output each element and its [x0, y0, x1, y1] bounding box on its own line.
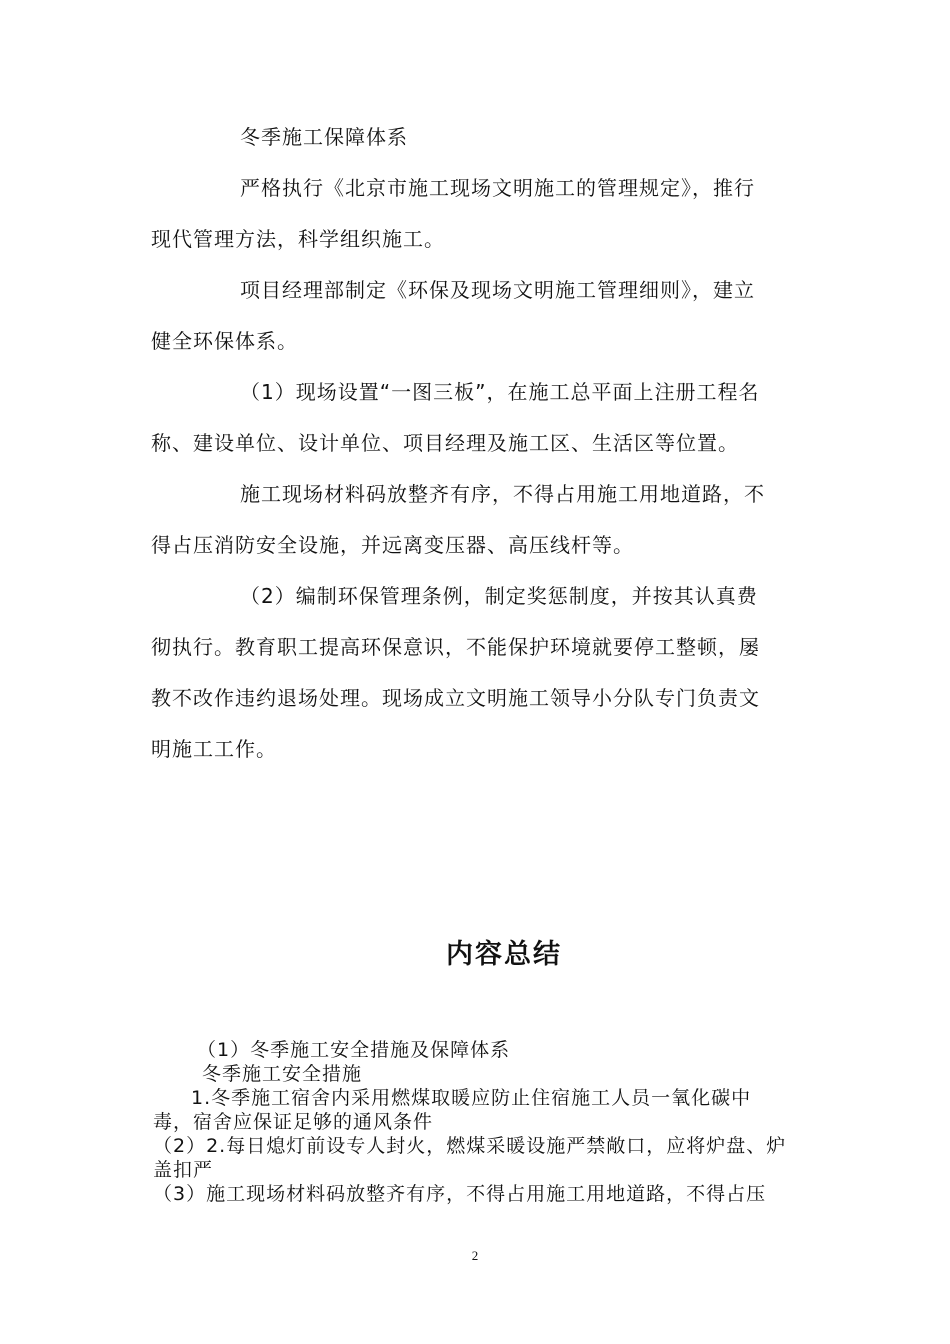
- summary-line: 冬季施工安全措施: [202, 1063, 363, 1085]
- summary-line: 毒，宿舍应保证足够的通风条件: [153, 1111, 434, 1133]
- paragraph-line: 健全环保体系。: [151, 329, 298, 353]
- summary-section: [153, 1038, 803, 1206]
- summary-title: 内容总结: [446, 939, 562, 970]
- summary-line: （2）2.每日熄灯前设专人封火，燃煤采暖设施严禁敞口，应将炉盘、炉: [153, 1135, 787, 1157]
- page-number: 2: [471, 1248, 479, 1263]
- paragraph-line: 得占压消防安全设施，并远离变压器、高压线杆等。: [151, 533, 634, 557]
- paragraph-line: 项目经理部制定《环保及现场文明施工管理细则》，建立: [240, 278, 755, 302]
- section-heading: 冬季施工保障体系: [240, 125, 408, 149]
- paragraph-line: 现代管理方法，科学组织施工。: [151, 227, 445, 251]
- summary-line: （1）冬季施工安全措施及保障体系: [197, 1039, 511, 1061]
- summary-line: 盖扣严: [153, 1159, 214, 1181]
- paragraph-line: 施工现场材料码放整齐有序，不得占用施工用地道路，不: [240, 482, 765, 506]
- paragraph-line: 明施工工作。: [151, 737, 277, 761]
- summary-line: （3）施工现场材料码放整齐有序，不得占用施工用地道路，不得占压: [153, 1183, 767, 1205]
- summary-line: 1.冬季施工宿舍内采用燃煤取暖应防止住宿施工人员一氧化碳中: [191, 1087, 752, 1109]
- body-section: [151, 112, 801, 775]
- paragraph-line: 称、建设单位、设计单位、项目经理及施工区、生活区等位置。: [151, 431, 739, 455]
- paragraph-line: 严格执行《北京市施工现场文明施工的管理规定》，推行: [240, 176, 755, 200]
- paragraph-line: （1）现场设置“一图三板”，在施工总平面上注册工程名: [240, 380, 760, 404]
- paragraph-line: 教不改作违约退场处理。现场成立文明施工领导小分队专门负责文: [151, 686, 760, 710]
- paragraph-line: （2）编制环保管理条例，制定奖惩制度，并按其认真费: [240, 584, 758, 608]
- paragraph-line: 彻执行。教育职工提高环保意识，不能保护环境就要停工整顿，屡: [151, 635, 760, 659]
